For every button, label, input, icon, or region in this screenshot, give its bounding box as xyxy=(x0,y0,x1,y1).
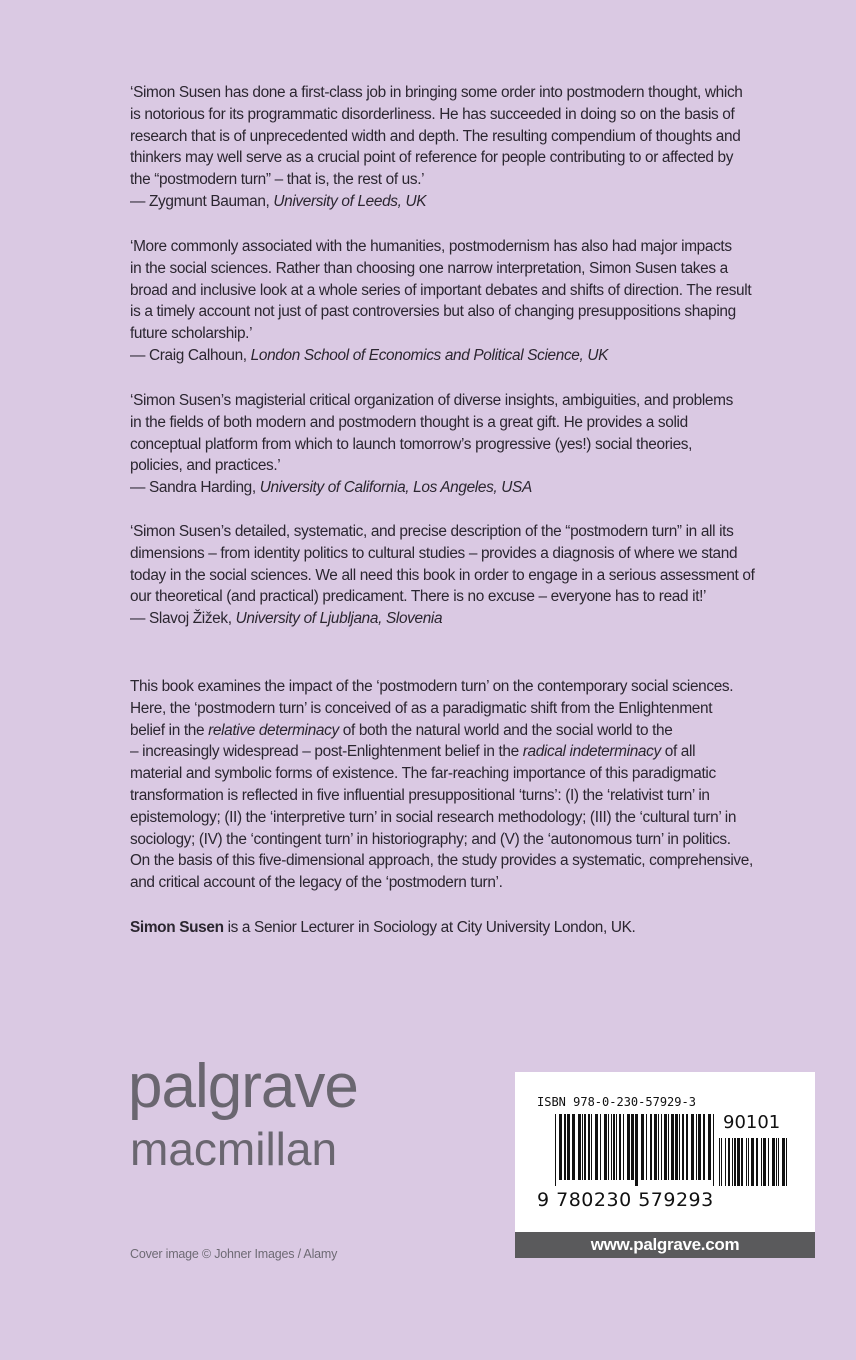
quote-line: thinkers may well serve as a crucial point of reference for people contributing to or affected by xyxy=(130,149,734,167)
barcode-addon-bar xyxy=(751,1138,754,1186)
quote-line: conceptual platform from which to launch tomorrow’s progressive (yes!) social theories, xyxy=(130,435,693,453)
barcode-addon-bar xyxy=(746,1138,747,1186)
quote-attribution xyxy=(130,477,820,499)
attribution-author: — Zygmunt Bauman, xyxy=(130,192,274,210)
quote-line: future scholarship.’ xyxy=(130,325,253,343)
author-bio-text: is a Senior Lecturer in Sociology at City University London, UK. xyxy=(223,919,636,936)
barcode-bar xyxy=(691,1114,694,1180)
text-segment: sociology; (IV) the ‘contingent turn’ in historiography; and (V) the ‘autonomous turn’ in politics. xyxy=(130,830,731,848)
barcode-bar xyxy=(671,1114,674,1180)
logo-macmillan: macmillan xyxy=(130,1123,338,1175)
attribution-author: — Slavoj Žižek, xyxy=(130,610,236,628)
description-line xyxy=(130,698,820,720)
barcode-bar xyxy=(559,1114,562,1180)
barcode-addon-bar xyxy=(776,1138,777,1186)
barcode-addon-bar xyxy=(786,1138,787,1186)
quote-line: today in the social sciences. We all need this book in order to engage in a serious assessment of xyxy=(130,566,755,584)
author-bio xyxy=(130,917,820,939)
barcode-bar xyxy=(572,1114,575,1180)
barcode-bar xyxy=(631,1114,634,1180)
barcode-bar xyxy=(708,1114,711,1180)
barcode-bar xyxy=(682,1114,684,1180)
barcode-bar xyxy=(664,1114,667,1180)
quote-line: dimensions – from identity politics to cultural studies – provides a diagnosis of where we stand xyxy=(130,544,738,562)
endorsement-quote xyxy=(130,236,820,367)
text-segment: On the basis of this five-dimensional approach, the study provides a systematic, comprehensive, xyxy=(130,852,753,870)
attribution-affiliation: London School of Economics and Political Science, UK xyxy=(250,346,609,364)
barcode-digits: 9 780230 579293 xyxy=(537,1189,714,1211)
publisher-url[interactable]: www.palgrave.com xyxy=(515,1232,815,1258)
barcode-bar xyxy=(713,1114,714,1186)
quote-line: broad and inclusive look at a whole series of important debates and shifts of direction. The result xyxy=(130,281,752,299)
barcode-bar xyxy=(650,1114,652,1180)
quote-line: ‘Simon Susen’s detailed, systematic, and precise description of the “postmodern turn” in all its xyxy=(130,523,734,540)
barcode-addon-bar xyxy=(728,1138,730,1186)
barcode-bar xyxy=(668,1114,669,1180)
text-segment: epistemology; (II) the ‘interpretive turn’ in social research methodology; (III) the ‘cultural turn’ in xyxy=(130,808,737,826)
quote-attribution xyxy=(130,608,820,630)
barcode-addon-bar xyxy=(748,1138,749,1186)
barcode-addon-bar xyxy=(778,1138,779,1186)
quote-line: ‘More commonly associated with the humanities, postmodernism has also had major impacts xyxy=(130,238,732,255)
barcode-bar xyxy=(584,1114,586,1180)
barcode-addon-bar xyxy=(782,1138,785,1186)
barcode-bar xyxy=(608,1114,609,1180)
emphasis-text: relative determinacy xyxy=(208,721,339,739)
barcode-addon-bar xyxy=(732,1138,733,1186)
attribution-affiliation: University of California, Los Angeles, USA xyxy=(259,479,532,497)
barcode-addon-bar xyxy=(719,1138,720,1186)
text-segment: Here, the ‘postmodern turn’ is conceived of as a paradigmatic shift from the Enlightenment xyxy=(130,699,713,717)
barcode-bar xyxy=(555,1114,556,1186)
barcode-addon-bar xyxy=(725,1138,726,1186)
barcode-addon-bar xyxy=(763,1138,766,1186)
description-line xyxy=(130,850,820,872)
text-segment: transformation is reflected in five influential presuppositional ‘turns’: (I) the ‘relativist turn’ in xyxy=(130,786,710,804)
text-segment: This book examines the impact of the ‘postmodern turn’ on the contemporary social sciences. xyxy=(130,678,734,695)
attribution-author: — Sandra Harding, xyxy=(130,479,260,497)
attribution-affiliation: University of Ljubljana, Slovenia xyxy=(235,610,443,628)
quote-line: our theoretical (and practical) predicament. There is no excuse – everyone has to read it!’ xyxy=(130,588,707,606)
book-description xyxy=(130,676,820,894)
barcode-bar xyxy=(623,1114,624,1180)
barcode-bar xyxy=(641,1114,644,1180)
quote-line: in the social sciences. Rather than choosing one narrow interpretation, Simon Susen takes a xyxy=(130,259,728,277)
description-line xyxy=(130,763,820,785)
barcode-bar xyxy=(698,1114,701,1180)
cover-image-credit: Cover image © Johner Images / Alamy xyxy=(130,1247,338,1261)
barcode-bar xyxy=(696,1114,697,1180)
text-segment: material and symbolic forms of existence. The far-reaching importance of this paradigmatic xyxy=(130,765,716,783)
barcode-addon-digits: 90101 xyxy=(723,1112,781,1133)
text-segment: and critical account of the legacy of the ‘postmodern turn’. xyxy=(130,874,503,892)
attribution-author: — Craig Calhoun, xyxy=(130,346,251,364)
description-line xyxy=(130,829,820,851)
barcode-bar xyxy=(588,1114,590,1180)
endorsement-quote xyxy=(130,521,820,630)
barcode-addon-bar xyxy=(756,1138,758,1186)
description-line xyxy=(130,807,820,829)
barcode-bar xyxy=(595,1114,598,1180)
barcode-bar xyxy=(679,1114,680,1180)
barcode-bar xyxy=(578,1114,581,1180)
barcode-addon-bar xyxy=(772,1138,775,1186)
author-name: Simon Susen xyxy=(130,919,224,936)
barcode-bar xyxy=(619,1114,621,1180)
barcode-addon-bar xyxy=(737,1138,740,1186)
barcode-bar xyxy=(661,1114,662,1180)
barcode-panel xyxy=(515,1072,815,1258)
barcode-bar xyxy=(675,1114,678,1180)
barcode-bar xyxy=(591,1114,592,1180)
barcode-bar xyxy=(703,1114,705,1180)
quote-line: is notorious for its programmatic disorderliness. He has succeeded in doing so on the basis of xyxy=(130,105,735,123)
quote-line: in the fields of both modern and postmodern thought is a great gift. He provides a solid xyxy=(130,413,688,431)
attribution-affiliation: University of Leeds, UK xyxy=(273,192,427,210)
description-line xyxy=(130,720,820,742)
barcode-addon-bar xyxy=(768,1138,769,1186)
endorsement-quote xyxy=(130,390,820,499)
isbn-label: ISBN 978-0-230-57929-3 xyxy=(537,1095,696,1109)
text-segment: of both the natural world and the social world to the xyxy=(338,721,673,739)
barcode-bar xyxy=(613,1114,615,1180)
palgrave-macmillan-logo xyxy=(128,1052,358,1176)
description-line xyxy=(130,741,820,763)
barcode-bar xyxy=(646,1114,647,1180)
description-line xyxy=(130,872,820,894)
barcode-bar xyxy=(564,1114,566,1180)
barcode-bar xyxy=(616,1114,617,1180)
barcode-bar xyxy=(611,1114,612,1180)
quote-line: ‘Simon Susen’s magisterial critical organization of diverse insights, ambiguities, and problems xyxy=(130,392,733,409)
endorsement-quote xyxy=(130,82,820,213)
barcode-bar xyxy=(635,1114,638,1186)
quote-attribution xyxy=(130,345,820,367)
quote-line: is a timely account not just of past controversies but also of changing presuppositions shaping xyxy=(130,303,736,321)
quote-line: ‘Simon Susen has done a first-class job in bringing some order into postmodern thought, which xyxy=(130,84,743,101)
barcode-bar xyxy=(686,1114,688,1180)
description-line xyxy=(130,785,820,807)
barcode-addon-bar xyxy=(741,1138,743,1186)
quote-line: policies, and practices.’ xyxy=(130,457,281,475)
barcode-addon-bar xyxy=(761,1138,762,1186)
text-segment: – increasingly widespread – post-Enlightenment belief in the xyxy=(130,743,523,761)
description-line xyxy=(130,676,820,698)
emphasis-text: radical indeterminacy xyxy=(522,743,661,761)
quote-attribution xyxy=(130,191,820,213)
barcode-bar xyxy=(582,1114,583,1180)
barcode-bar xyxy=(604,1114,607,1180)
barcode-addon-bar xyxy=(734,1138,736,1186)
quote-line: research that is of unprecedented width and depth. The resulting compendium of thoughts and xyxy=(130,127,741,145)
text-segment: belief in the xyxy=(130,721,209,739)
barcode-addon-bar xyxy=(721,1138,722,1186)
quote-line: the “postmodern turn” – that is, the rest of us.’ xyxy=(130,171,425,189)
barcode-bar xyxy=(567,1114,570,1180)
text-segment: of all xyxy=(660,743,696,761)
barcode-bar xyxy=(654,1114,657,1180)
barcode-bar xyxy=(627,1114,630,1180)
barcode-bar xyxy=(658,1114,659,1180)
logo-palgrave: palgrave xyxy=(128,1052,358,1121)
barcode-bar xyxy=(600,1114,601,1180)
